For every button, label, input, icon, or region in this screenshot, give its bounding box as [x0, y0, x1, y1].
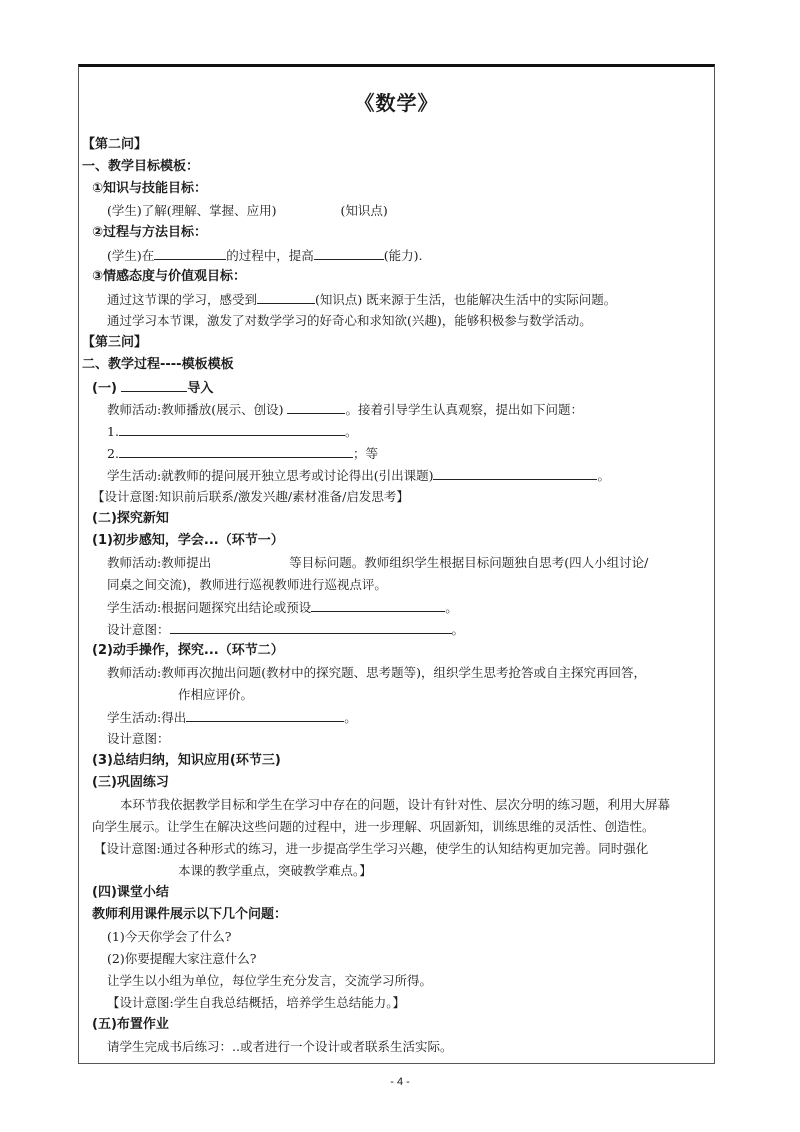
practice-text-1: 本环节我依据教学目标和学生在学习中存在的问题，设计有针对性、层次分明的练习题，利用大屏幕 [120, 797, 671, 812]
practice-text-2: 向学生展示。让学生在解决这些问题的过程中，进一步理解、巩固新知，训练思维的灵活性、创造性。 [92, 819, 655, 834]
practice-section-title: (三)巩固练习 [92, 775, 169, 790]
intro-design-intent: 【设计意图:知识前后联系/激发兴趣/素材准备/启发思考】 [92, 489, 409, 504]
step-one-teacher-1: 教师活动:教师提出 等目标问题。教师组织学生根据目标问题独自思考(四人小组讨论/ [107, 555, 649, 570]
step-three-title: (3)总结归纳，知识应用(环节三) [92, 753, 281, 768]
step-one-title: (1)初步感知，学会...（环节一） [92, 533, 284, 548]
step-two-teacher-1: 教师活动:教师再次抛出问题(教材中的探究题、思考题等)，组织学生思考抢答或自主探究再回答， [107, 665, 646, 680]
summary-instruction: 让学生以小组为单位，每位学生充分发言，交流学习所得。 [107, 973, 433, 988]
page-number: - 4 - [390, 1076, 410, 1088]
process-goal-label: ②过程与方法目标： [92, 225, 208, 240]
step-two-title: (2)动手操作，探究...（环节二） [92, 643, 284, 658]
intro-question-1: 1. 。 [107, 424, 358, 439]
intro-question-2: 2. ；等 [107, 446, 378, 461]
intro-section-title: (一) 导入 [92, 378, 213, 398]
teaching-goals-heading: 一、教学目标模板： [82, 159, 200, 174]
process-goal-text: (学生)在 的过程中，提高 (能力). [107, 248, 423, 263]
intro-student-activity: 学生活动:就教师的提问展开独立思考或讨论得出(引出课题) 。 [107, 468, 610, 483]
step-one-teacher-2: 同桌之间交流)，教师进行巡视教师进行巡视点评。 [107, 577, 387, 592]
practice-design-2: 本课的教学重点，突破教学难点。】 [178, 863, 372, 878]
summary-design: 【设计意图:学生自我总结概括，培养学生总结能力。】 [107, 995, 405, 1010]
summary-section-title: (四)课堂小结 [92, 885, 169, 900]
summary-lead: 教师利用课件展示以下几个问题： [92, 907, 288, 922]
practice-design-1: 【设计意图:通过各种形式的练习，进一步提高学生学习兴趣，使学生的认知结构更加完善。同时强化 [94, 841, 649, 856]
knowledge-goal-label: ①知识与技能目标： [92, 181, 208, 196]
intro-teacher-activity: 教师活动:教师播放(展示、创设) 。接着引导学生认真观察，提出如下问题： [107, 402, 583, 417]
step-one-student: 学生活动:根据问题探究出结论或预设 。 [107, 600, 458, 615]
knowledge-goal-text: (学生)了解(理解、掌握、应用) (知识点) [107, 203, 388, 218]
step-two-design: 设计意图： [107, 731, 170, 746]
heading-third-question: 【第三问】 [82, 335, 148, 350]
teaching-process-heading: 二、教学过程----模板模板 [82, 357, 234, 372]
emotion-goal-label: ③情感态度与价值观目标： [92, 269, 247, 284]
emotion-goal-text-2: 通过学习本节课，激发了对数学学习的好奇心和求知欲(兴趣)，能够积极参与数学活动。 [107, 313, 592, 328]
summary-question-2: (2)你要提醒大家注意什么? [107, 951, 257, 966]
homework-text: 请学生完成书后练习：..或者进行一个设计或者联系生活实际。 [107, 1039, 453, 1054]
emotion-goal-text-1: 通过这节课的学习，感受到 (知识点) 既来源于生活，也能解决生活中的实际问题。 [107, 292, 617, 307]
heading-second-question: 【第二问】 [82, 137, 148, 152]
summary-question-1: (1)今天你学会了什么? [107, 929, 232, 944]
explore-section-title: (二)探究新知 [92, 511, 169, 526]
step-two-student: 学生活动:得出 。 [107, 710, 357, 725]
homework-section-title: (五)布置作业 [92, 1017, 169, 1032]
page-title: 《数学》 [354, 91, 439, 115]
step-one-design: 设计意图： 。 [107, 622, 465, 637]
step-two-teacher-2: 作相应评价。 [178, 687, 254, 702]
